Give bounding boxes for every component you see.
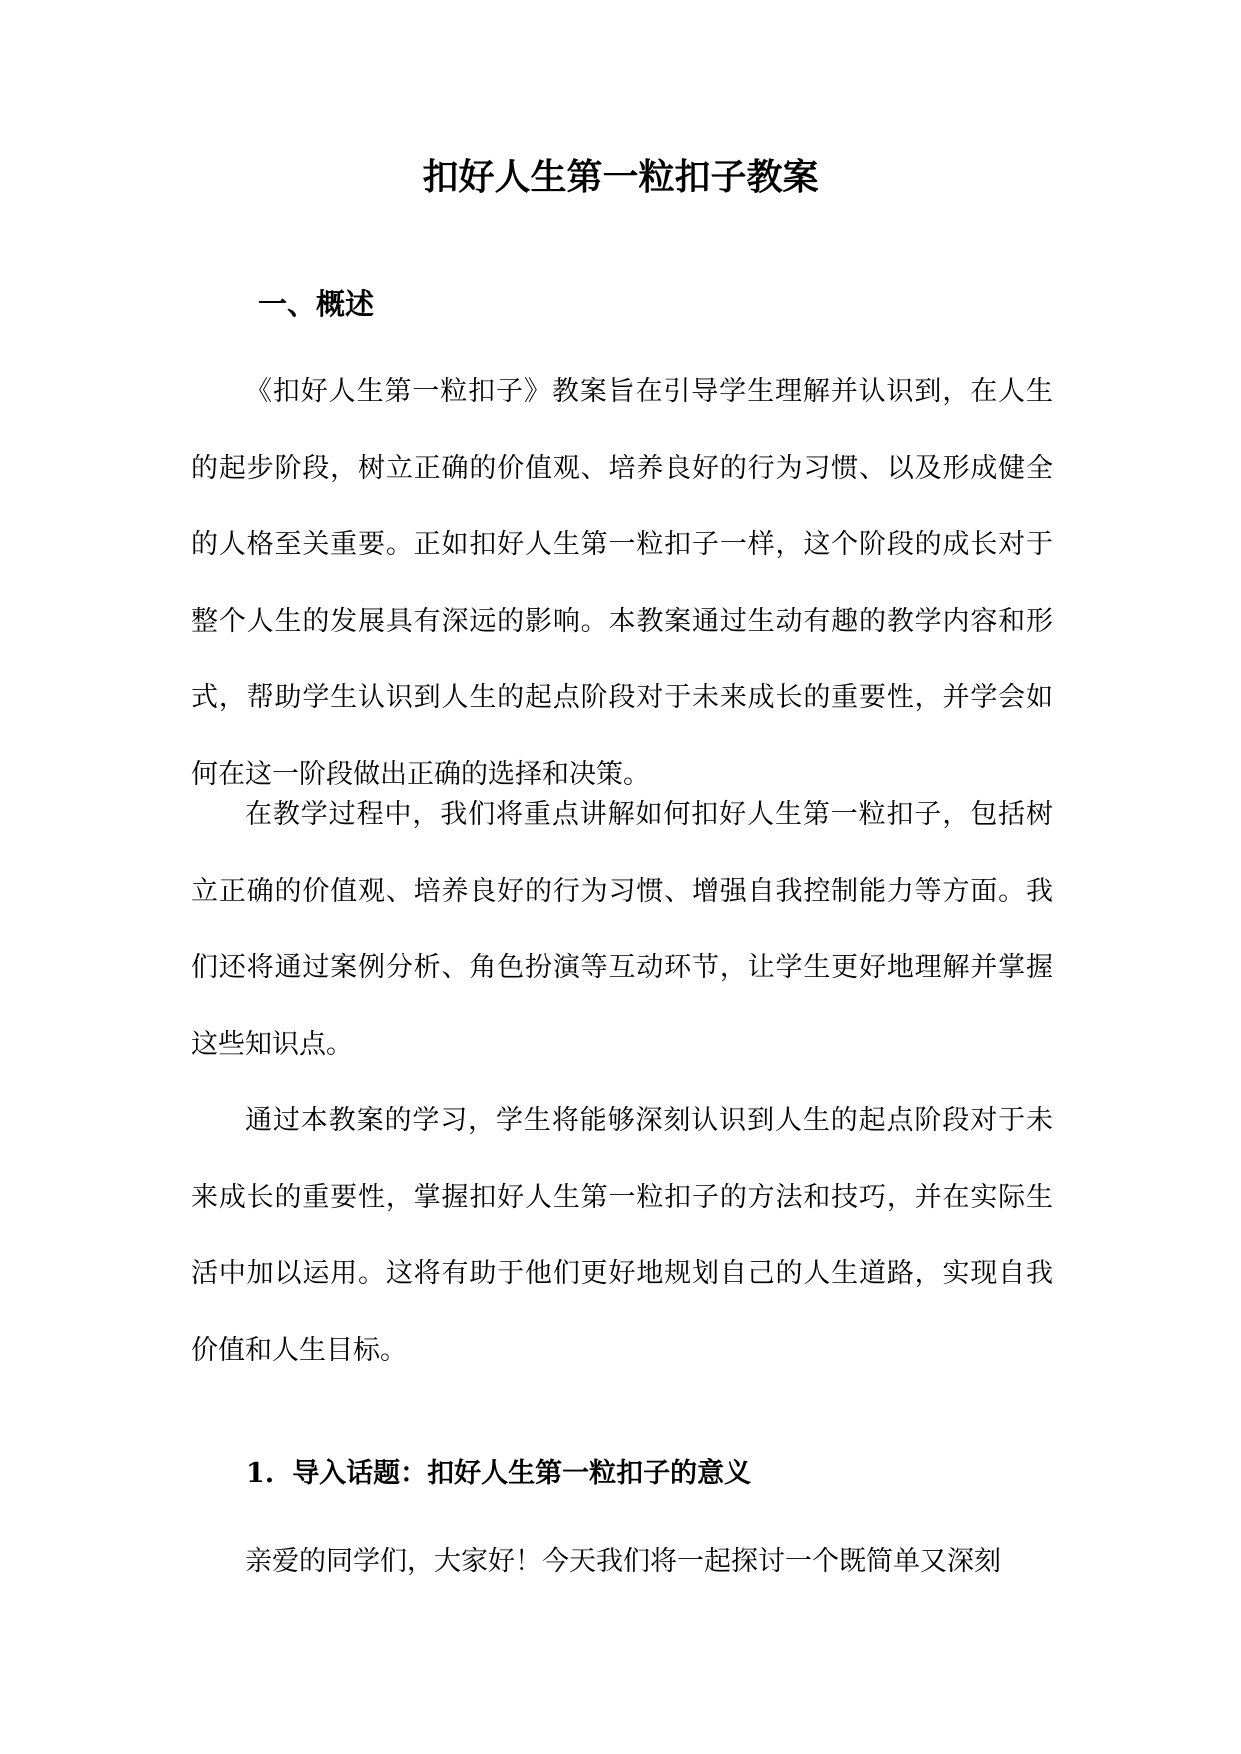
overview-paragraph-2: 在教学过程中，我们将重点讲解如何扣好人生第一粒扣子，包括树立正确的价值观、培养良好的行为习惯、增强自我控制能力等方面。我们还将通过案例分析、角色扮演等互动环节，让学生更好地理解并掌握这些知识点。 bbox=[191, 799, 1053, 1060]
subsection-title: 导入话题：扣好人生第一粒扣子的意义 bbox=[292, 1458, 752, 1489]
overview-paragraph-3: 通过本教案的学习，学生将能够深刻认识到人生的起点阶段对于未来成长的重要性，掌握扣好人生第一粒扣子的方法和技巧，并在实际生活中加以运用。这将有助于他们更好地规划自己的人生道路，实现自我价值和人生目标。 bbox=[191, 1105, 1053, 1366]
subsection-number: 1. bbox=[246, 1458, 275, 1489]
intro-paragraph: 亲爱的同学们，大家好！今天我们将一起探讨一个既简单又深刻 bbox=[245, 1546, 1001, 1577]
document-title: 扣好人生第一粒扣子教案 bbox=[422, 156, 819, 198]
subsection-heading-intro bbox=[246, 1450, 751, 1498]
section-heading-overview: 一、概述 bbox=[258, 287, 375, 321]
overview-paragraph-1: 《扣好人生第一粒扣子》教案旨在引导学生理解并认识到，在人生的起步阶段，树立正确的价值观、培养良好的行为习惯、以及形成健全的人格至关重要。正如扣好人生第一粒扣子一样，这个阶段的成长对于整个人生的发展具有深远的影响。本教案通过生动有趣的教学内容和形式，帮助学生认识到人生的起点阶段对于未来成长的重要性，并学会如何在这一阶段做出正确的选择和决策。 bbox=[191, 376, 1053, 790]
